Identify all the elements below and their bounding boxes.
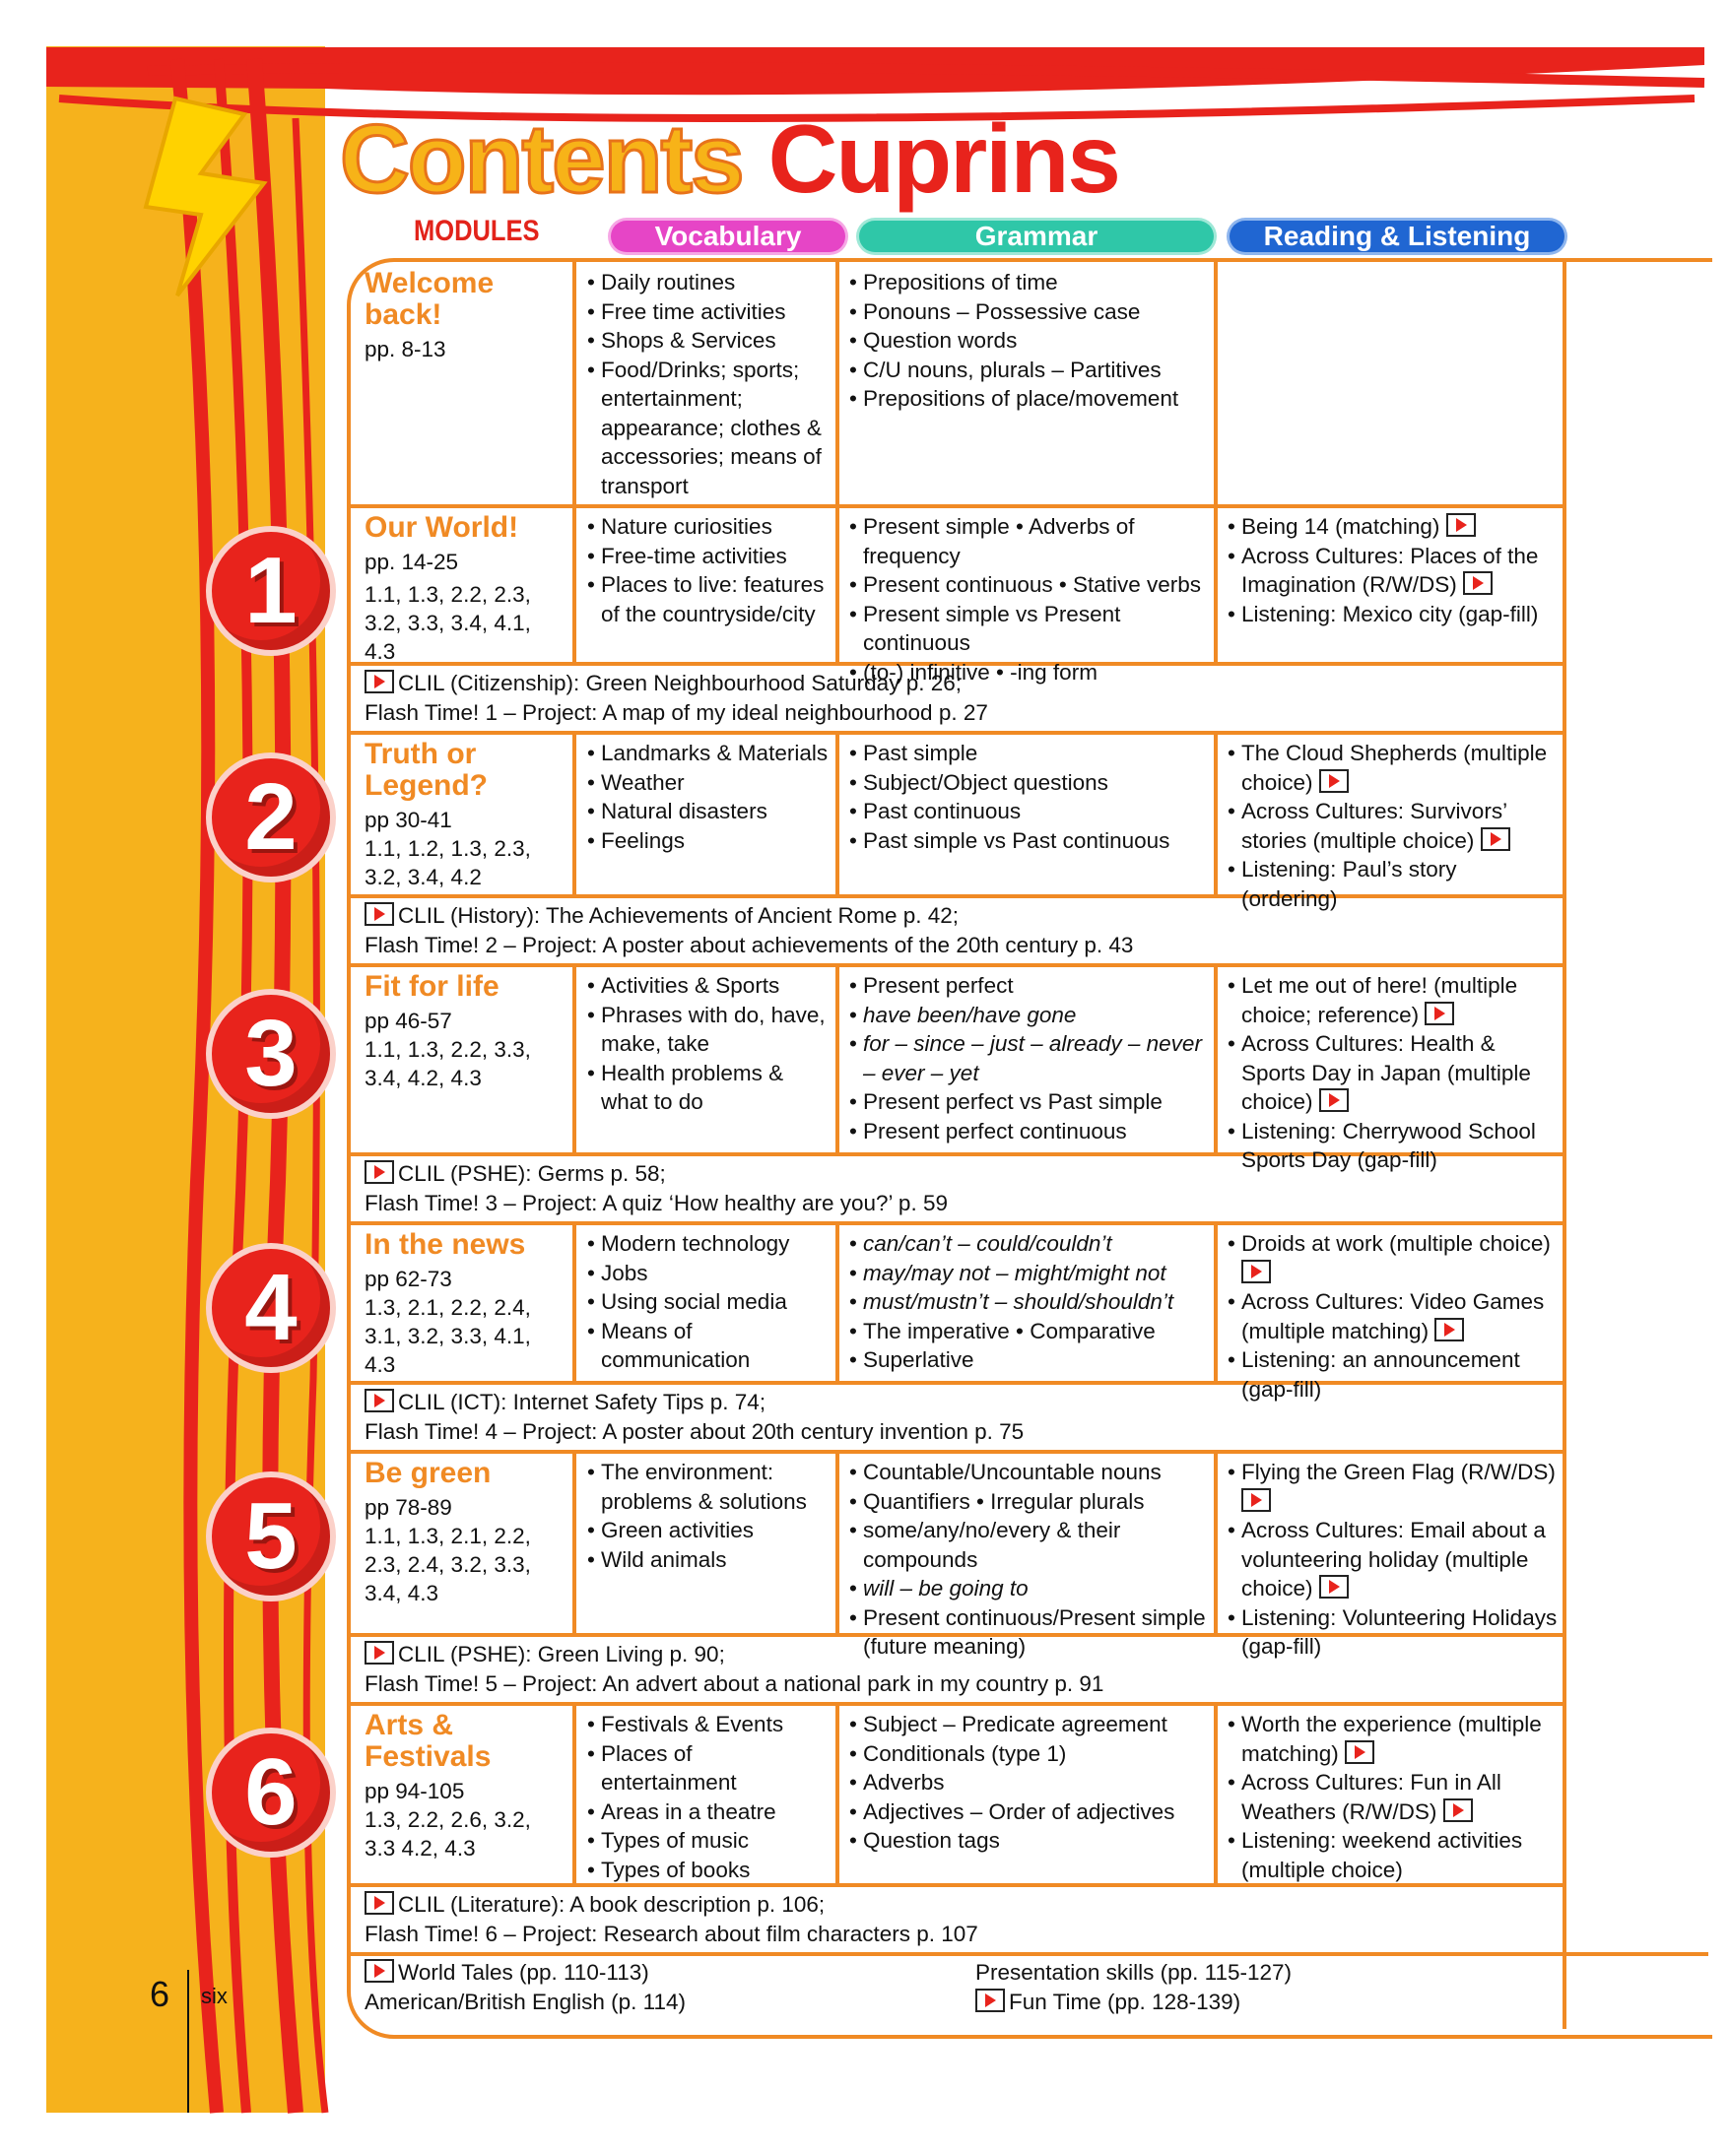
video-play-icon <box>1241 1260 1271 1283</box>
list-item: • Quantifiers • Irregular plurals <box>849 1487 1209 1517</box>
footer-left: World Tales (pp. 110-113) American/British English (p. 114) <box>365 1960 686 2014</box>
list-item: • Present perfect vs Past simple <box>849 1087 1209 1117</box>
module-pages: pp 94-105 <box>365 1779 465 1803</box>
list-item: • Adjectives – Order of adjectives <box>849 1797 1209 1827</box>
list-item: • Places to live: features of the countryside/city <box>587 570 829 628</box>
video-play-icon <box>975 1989 1005 2012</box>
list-item: • Food/Drinks; sports; entertainment; appearance; clothes & accessories; means of transport <box>587 356 829 501</box>
row-divider <box>351 504 1566 508</box>
list-item: • Subject/Object questions <box>849 768 1209 798</box>
module-codes: 1.1, 1.3, 2.2, 2.3, 3.2, 3.3, 3.4, 4.1, 4.3 <box>365 582 531 664</box>
row-divider <box>351 1450 1566 1454</box>
list-item: • Modern technology <box>587 1229 829 1259</box>
list-item: • Means of communication <box>587 1317 829 1375</box>
module-title: Be green <box>365 1457 492 1489</box>
video-play-icon <box>1463 571 1493 595</box>
list-item: • Across Cultures: Fun in All Weathers (R/W/DS) <box>1228 1768 1558 1826</box>
module-pages: pp 78-89 <box>365 1495 452 1520</box>
list-item: • Flying the Green Flag (R/W/DS) <box>1228 1458 1558 1516</box>
list-item: • Listening: Volunteering Holidays (gap-fill) <box>1228 1603 1558 1662</box>
column-divider <box>572 1454 576 1635</box>
video-play-icon <box>1434 1318 1464 1341</box>
list-item: • Present simple vs Present continuous <box>849 600 1209 658</box>
list-item: • will – be going to <box>849 1574 1209 1603</box>
module-pages: pp 46-57 <box>365 1009 452 1033</box>
flash-time: Flash Time! 3 – Project: A quiz ‘How healthy are you?’ p. 59 <box>365 1190 948 1215</box>
list-item: • Present simple • Adverbs of frequency <box>849 512 1209 570</box>
list-item: • Conditionals (type 1) <box>849 1739 1209 1769</box>
module-6-reading <box>1228 1710 1558 1884</box>
modules-heading: MODULES <box>414 215 540 247</box>
list-item: • Types of music <box>587 1826 829 1856</box>
column-divider <box>835 967 839 1154</box>
list-item: • Wild animals <box>587 1545 829 1575</box>
list-item: • Past continuous <box>849 797 1209 826</box>
list-item: • Areas in a theatre <box>587 1797 829 1827</box>
list-item: • Weather <box>587 768 829 798</box>
column-divider <box>1214 1454 1218 1635</box>
list-item: • Listening: an announcement (gap-fill) <box>1228 1345 1558 1404</box>
flash-time: Flash Time! 4 – Project: A poster about 20th century invention p. 75 <box>365 1418 1025 1444</box>
list-item: • Across Cultures: Video Games (multiple matching) <box>1228 1287 1558 1345</box>
welcome-title: Welcome back! <box>365 267 495 331</box>
video-play-icon <box>1319 769 1349 793</box>
row-divider <box>351 1221 1566 1225</box>
row-divider <box>351 963 1566 967</box>
module-1-reading <box>1228 512 1558 628</box>
module-codes: 1.1, 1.3, 2.2, 3.3, 3.4, 4.2, 4.3 <box>365 1037 531 1090</box>
list-item: • may/may not – might/might not <box>849 1259 1209 1288</box>
module-4-reading <box>1228 1229 1558 1404</box>
video-play-icon <box>365 1959 394 1983</box>
list-item: • Natural disasters <box>587 797 829 826</box>
list-item: • Question words <box>849 326 1209 356</box>
module-3-vocab <box>587 971 829 1117</box>
video-play-icon <box>1481 827 1510 851</box>
list-item: • Past simple vs Past continuous <box>849 826 1209 856</box>
module-codes: 1.1, 1.3, 2.1, 2.2, 2.3, 2.4, 3.2, 3.3, 3.4, 4.3 <box>365 1524 531 1605</box>
column-divider <box>835 1454 839 1635</box>
list-item: • Shops & Services <box>587 326 829 356</box>
column-divider <box>572 1706 576 1885</box>
flash-time: Flash Time! 2 – Project: A poster about achievements of the 20th century p. 43 <box>365 932 1134 957</box>
module-2-reading <box>1228 739 1558 913</box>
module-number-badge: 1 <box>212 532 330 650</box>
list-item: • Superlative <box>849 1345 1209 1375</box>
module-3-reading <box>1228 971 1558 1175</box>
welcome-vocab-cell <box>587 268 829 500</box>
list-item: • Prepositions of time <box>849 268 1209 297</box>
module-2-vocab <box>587 739 829 855</box>
list-item: • Listening: weekend activities (multiple choice) <box>1228 1826 1558 1884</box>
module-number-badge: 4 <box>212 1249 330 1367</box>
list-item: • Present perfect <box>849 971 1209 1001</box>
list-item: • Present perfect continuous <box>849 1117 1209 1146</box>
flash-time: Flash Time! 6 – Project: Research about film characters p. 107 <box>365 1921 978 1946</box>
column-divider <box>572 967 576 1154</box>
list-item: • The environment: problems & solutions <box>587 1458 829 1516</box>
module-4-cell <box>365 1229 566 1379</box>
list-item: • Activities & Sports <box>587 971 829 1001</box>
video-play-icon <box>1425 1002 1454 1025</box>
module-5-cell <box>365 1458 566 1607</box>
list-item: • Green activities <box>587 1516 829 1545</box>
module-2-grammar <box>849 739 1209 855</box>
module-6-vocab <box>587 1710 829 1884</box>
video-play-icon <box>1319 1575 1349 1599</box>
page-number-divider <box>187 1970 189 2113</box>
list-item: • Ponouns – Possessive case <box>849 297 1209 327</box>
module-codes: 1.1, 1.2, 1.3, 2.3, 3.2, 3.4, 4.2 <box>365 836 531 889</box>
module-4-vocab <box>587 1229 829 1375</box>
list-item: • Past simple <box>849 739 1209 768</box>
list-item: • Festivals & Events <box>587 1710 829 1739</box>
module-codes: 1.3, 2.1, 2.2, 2.4, 3.1, 3.2, 3.3, 4.1, 4.3 <box>365 1295 531 1377</box>
column-divider <box>572 735 576 896</box>
list-item: • for – since – just – already – never – ever – yet <box>849 1029 1209 1087</box>
list-item: • Across Cultures: Survivors’ stories (multiple choice) <box>1228 797 1558 855</box>
list-item: • The imperative • Comparative <box>849 1317 1209 1346</box>
module-5-vocab <box>587 1458 829 1574</box>
module-4-grammar <box>849 1229 1209 1375</box>
list-item: • Droids at work (multiple choice) <box>1228 1229 1558 1287</box>
list-item: • Landmarks & Materials <box>587 739 829 768</box>
module-pages: pp 30-41 <box>365 808 452 832</box>
column-divider <box>1214 735 1218 896</box>
list-item: • Let me out of here! (multiple choice; reference) <box>1228 971 1558 1029</box>
module-5-reading <box>1228 1458 1558 1662</box>
video-play-icon <box>1345 1740 1374 1764</box>
module-pages: pp 62-73 <box>365 1267 452 1291</box>
video-play-icon <box>1443 1798 1473 1822</box>
page-title <box>340 104 1119 213</box>
list-item: • must/mustn’t – should/shouldn’t <box>849 1287 1209 1317</box>
column-divider <box>835 735 839 896</box>
module-2-clil: CLIL (History): The Achievements of Ancient Rome p. 42; Flash Time! 2 – Project: A poster about achievements of the 20th century p. 43 <box>365 901 1547 959</box>
list-item: • Across Cultures: Places of the Imagination (R/W/DS) <box>1228 542 1558 600</box>
list-item: • Present continuous/Present simple (future meaning) <box>849 1603 1209 1662</box>
list-item: • Free-time activities <box>587 542 829 571</box>
list-item: • Subject – Predicate agreement <box>849 1710 1209 1739</box>
list-item: • Being 14 (matching) <box>1228 512 1558 542</box>
video-play-icon <box>365 670 394 693</box>
module-codes: 1.3, 2.2, 2.6, 3.2, 3.3 4.2, 4.3 <box>365 1807 531 1861</box>
list-item: • C/U nouns, plurals – Partitives <box>849 356 1209 385</box>
column-divider <box>1214 508 1218 664</box>
welcome-grammar-cell <box>849 268 1209 414</box>
list-item: • Listening: Mexico city (gap-fill) <box>1228 600 1558 629</box>
list-item: • Daily routines <box>587 268 829 297</box>
list-item: • (to-) infinitive • -ing form <box>849 658 1209 687</box>
column-divider <box>572 508 576 664</box>
column-divider <box>835 508 839 664</box>
list-item: • Question tags <box>849 1826 1209 1856</box>
list-item: • Jobs <box>587 1259 829 1288</box>
video-play-icon <box>1241 1488 1271 1512</box>
module-title: Arts & Festivals <box>365 1709 492 1773</box>
module-3-clil: CLIL (PSHE): Germs p. 58; Flash Time! 3 – Project: A quiz ‘How healthy are you?’ p. 59 <box>365 1159 1547 1217</box>
video-play-icon <box>1446 513 1476 537</box>
module-5-grammar <box>849 1458 1209 1662</box>
video-play-icon <box>365 902 394 926</box>
video-play-icon <box>365 1891 394 1915</box>
flash-time: Flash Time! 1 – Project: A map of my ideal neighbourhood p. 27 <box>365 699 988 725</box>
video-play-icon <box>365 1160 394 1184</box>
table-right-border <box>1563 260 1566 2029</box>
reading-listening-column-header: Reading & Listening <box>1230 221 1564 252</box>
list-item: • Worth the experience (multiple matching) <box>1228 1710 1558 1768</box>
welcome-module-cell <box>365 268 566 363</box>
module-1-clil: CLIL (Citizenship): Green Neighbourhood Saturday p. 26; Flash Time! 1 – Project: A map of my ideal neighbourhood p. 27 <box>365 669 1547 727</box>
module-1-grammar <box>849 512 1209 686</box>
page-word: six <box>201 1984 228 2008</box>
column-divider <box>1214 260 1218 506</box>
list-item: • can/can’t – could/couldn’t <box>849 1229 1209 1259</box>
module-title: Fit for life <box>365 970 499 1003</box>
module-5-clil: CLIL (PSHE): Green Living p. 90; Flash Time! 5 – Project: An advert about a national park in my country p. 91 <box>365 1640 1547 1698</box>
list-item: • Listening: Paul’s story (ordering) <box>1228 855 1558 913</box>
module-number-badge: 3 <box>212 995 330 1113</box>
list-item: • The Cloud Shepherds (multiple choice) <box>1228 739 1558 797</box>
page-number: 6 <box>150 1974 170 2014</box>
footer-right: Presentation skills (pp. 115-127) Fun Time (pp. 128-139) <box>975 1960 1292 2014</box>
column-divider <box>1214 1706 1218 1885</box>
module-title: In the news <box>365 1228 526 1261</box>
list-item: • Health problems & what to do <box>587 1059 829 1117</box>
module-6-grammar <box>849 1710 1209 1856</box>
module-3-grammar <box>849 971 1209 1145</box>
list-item: • Using social media <box>587 1287 829 1317</box>
module-4-clil: CLIL (ICT): Internet Safety Tips p. 74; Flash Time! 4 – Project: A poster about 20th century invention p. 75 <box>365 1388 1547 1446</box>
list-item: • some/any/no/every & their compounds <box>849 1516 1209 1574</box>
list-item: • Listening: Cherrywood School Sports Day (gap-fill) <box>1228 1117 1558 1175</box>
column-divider <box>1214 967 1218 1154</box>
module-number-badge: 5 <box>212 1477 330 1596</box>
video-play-icon <box>365 1389 394 1412</box>
module-3-cell <box>365 971 566 1092</box>
list-item: • Countable/Uncountable nouns <box>849 1458 1209 1487</box>
row-divider <box>351 731 1566 735</box>
list-item: • Across Cultures: Email about a volunteering holiday (multiple choice) <box>1228 1516 1558 1603</box>
list-item: • Places of entertainment <box>587 1739 829 1797</box>
module-1-vocab <box>587 512 829 628</box>
row-divider <box>351 1952 1708 1956</box>
list-item: • Nature curiosities <box>587 512 829 542</box>
module-6-clil: CLIL (Literature): A book description p. 106; Flash Time! 6 – Project: Research about film characters p. 107 <box>365 1890 1547 1948</box>
list-item: • Free time activities <box>587 297 829 327</box>
module-number-badge: 2 <box>212 758 330 877</box>
list-item: • Present continuous • Stative verbs <box>849 570 1209 600</box>
module-title: Our World! <box>365 511 519 544</box>
video-play-icon <box>365 1641 394 1665</box>
module-6-cell <box>365 1710 566 1862</box>
module-pages: pp. 14-25 <box>365 550 459 574</box>
video-play-icon <box>1319 1088 1349 1112</box>
welcome-pages: pp. 8-13 <box>365 337 446 361</box>
column-divider <box>1214 1225 1218 1383</box>
row-divider <box>351 1702 1566 1706</box>
list-item: • Prepositions of place/movement <box>849 384 1209 414</box>
list-item: • Types of books <box>587 1856 829 1885</box>
list-item: • Across Cultures: Health & Sports Day in Japan (multiple choice) <box>1228 1029 1558 1117</box>
title-romanian: Cuprins <box>767 104 1119 213</box>
grammar-column-header: Grammar <box>859 221 1214 252</box>
list-item: • have been/have gone <box>849 1001 1209 1030</box>
column-divider <box>835 1225 839 1383</box>
module-number-badge: 6 <box>212 1733 330 1852</box>
title-english: Contents <box>340 104 743 213</box>
vocabulary-column-header: Vocabulary <box>611 221 845 252</box>
flash-time: Flash Time! 5 – Project: An advert about a national park in my country p. 91 <box>365 1670 1104 1696</box>
module-1-cell <box>365 512 566 666</box>
module-title: Truth or Legend? <box>365 738 488 802</box>
list-item: • Phrases with do, have, make, take <box>587 1001 829 1059</box>
column-divider <box>835 260 839 506</box>
column-divider <box>835 1706 839 1885</box>
column-divider <box>572 260 576 506</box>
list-item: • Feelings <box>587 826 829 856</box>
list-item: • Adverbs <box>849 1768 1209 1797</box>
column-divider <box>572 1225 576 1383</box>
module-2-cell <box>365 739 566 891</box>
